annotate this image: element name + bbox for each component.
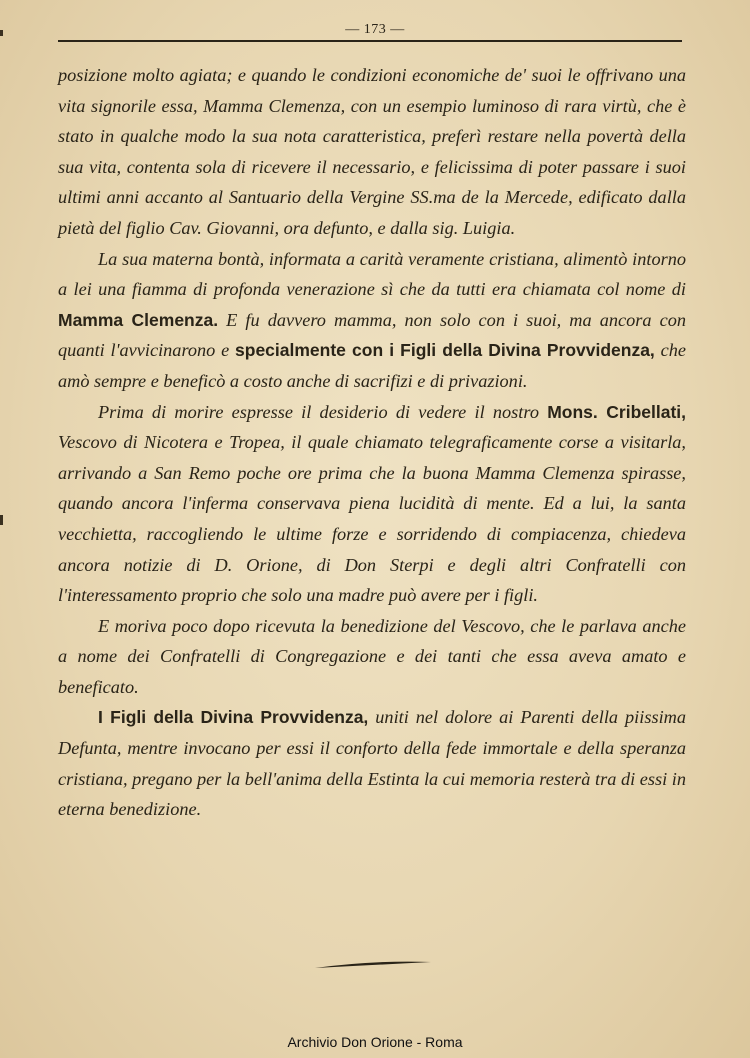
paragraph-2-text-d: che amò sempre e beneficò a costo anche di sacrifizi e di privazioni. [58,340,686,391]
paragraph-2-text-a: La sua materna bontà, informata a carità veramente cristiana, alimentò intorno a lei una fiamma di profonda venerazione sì che da tutti era chiamata col nome di [58,248,686,300]
figli-provvidenza-heading: I Figli della Divina Provvidenza, [98,707,369,728]
closing-ornament-icon [313,960,433,970]
paragraph-5-text-c: uniti nel dolore ai Parenti della piissima Defunta, mentre invocano per essi il conforto della fede immortale e della speranza cristiana, pregano per la bell'anima della Estinta la cui memoria resterà tra di essi in eterna benedizione. [58,707,686,820]
paragraph-2-text-c: E fu davvero mamma, non solo con i suoi, ma ancora con quanti l'avvicinarono e [58,309,686,361]
archive-footer: Archivio Don Orione - Roma [287,1034,463,1050]
page-number: — 173 — [345,22,405,37]
paragraph-2 [58,244,686,397]
paragraph-5 [58,702,686,824]
mons-cribellati-emphasis: Mons. Cribellati, [547,401,686,422]
paragraph-3 [58,397,686,611]
paragraph-4: E moriva poco dopo ricevuta la benedizione del Vescovo, che le parlava anche a nome dei Confratelli di Congregazione e dei tanti che essa aveva amato e beneficato. [58,615,686,697]
mamma-clemenza-emphasis: Mamma Clemenza. [58,309,219,330]
paragraph-1: posizione molto agiata; e quando le condizioni economiche de' suoi le offrivano una vita signorile essa, Mamma Clemenza, con un esempio luminoso di rara virtù, che è stato in qualche modo la sua nota caratteristica, preferì restare nella povertà della sua vita, contenta sola di ricevere il necessario, e felicissima di poter passare i suoi ultimi anni accanto al Santuario della Vergine SS.ma de la Mercede, edificato dalla pietà del figlio Cav. Giovanni, ora defunto, e dalla sig. Luigia. [58,65,686,238]
paragraph-3-text-a: Prima di morire espresse il desiderio di vedere il nostro [98,401,548,422]
paragraph-3-text-c: Vescovo di Nicotera e Tropea, il quale chiamato telegraficamente corse a visitarla, arrivando a San Remo poche ore prima che la buona Mamma Clemenza spirasse, quando ancora l'inferma conservava piena lucidità di mente. Ed a lui, la santa vecchietta, raccogliendo le ultime forze e sorridendo di compiacenza, chiedeva ancora notizie di D. Orione, di Don Sterpi e degli altri Confratelli con l'interessamento proprio che solo una madre può avere per i figli. [58,432,686,606]
figli-provvidenza-emphasis: specialmente con i Figli della Divina Provvidenza, [235,340,655,361]
header-rule [58,40,682,42]
scan-edge-mark [0,515,3,525]
article-body [58,60,686,825]
